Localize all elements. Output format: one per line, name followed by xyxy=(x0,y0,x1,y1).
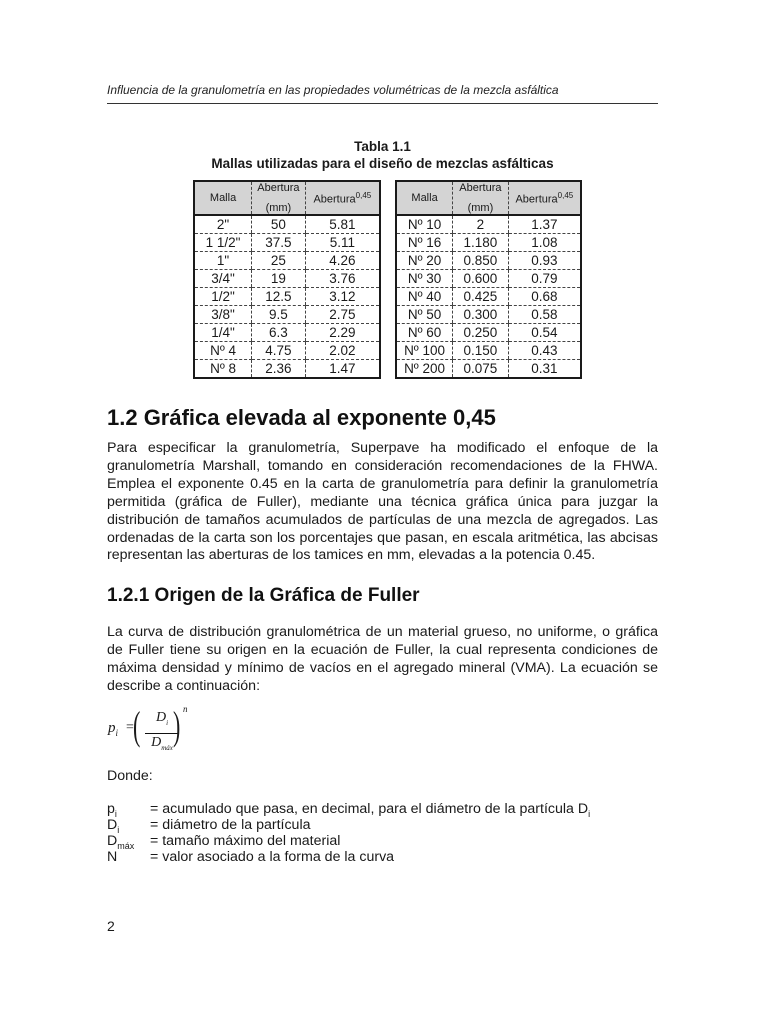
cell-malla: 2" xyxy=(194,215,252,234)
cell-malla: Nº 20 xyxy=(396,252,453,270)
page-number: 2 xyxy=(107,918,115,934)
cell-abertura-pow: 0.31 xyxy=(508,360,581,379)
cell-abertura: 0.075 xyxy=(453,360,509,379)
cell-abertura-pow: 2.02 xyxy=(305,342,380,360)
cell-abertura: 19 xyxy=(252,270,306,288)
table-title: Mallas utilizadas para el diseño de mezclas asfálticas xyxy=(211,156,554,171)
cell-abertura-pow: 4.26 xyxy=(305,252,380,270)
cell-malla: Nº 30 xyxy=(396,270,453,288)
table-row xyxy=(194,306,380,324)
table-row xyxy=(194,288,380,306)
cell-malla: 1/4" xyxy=(194,324,252,342)
cell-abertura: 0.600 xyxy=(453,270,509,288)
cell-abertura: 0.425 xyxy=(453,288,509,306)
table-row xyxy=(194,234,380,252)
cell-abertura-pow: 0.79 xyxy=(508,270,581,288)
cell-abertura: 4.75 xyxy=(252,342,306,360)
cell-abertura-pow: 2.29 xyxy=(305,324,380,342)
definition-symbol: $D_{máx}$ xyxy=(107,833,135,851)
cell-abertura: 0.150 xyxy=(453,342,509,360)
fuller-equation xyxy=(108,703,228,756)
header-abertura-pow: Abertura$^{0,45}$ xyxy=(508,181,581,215)
table-row xyxy=(194,215,380,234)
sieve-table-left xyxy=(193,180,381,379)
definition-text: = diámetro de la partícula xyxy=(150,817,311,833)
section-heading-1-2-1: 1.2.1 Origen de la Gráfica de Fuller xyxy=(107,585,420,606)
cell-abertura-pow: 5.81 xyxy=(305,215,380,234)
definition-text: = tamaño máximo del material xyxy=(150,833,341,849)
table-row xyxy=(396,234,581,252)
running-header: Influencia de la granulometría en las propiedades volumétricas de la mezcla asfáltica xyxy=(107,83,658,104)
equation-denominator: $D_{máx}$ xyxy=(151,734,173,752)
equation-lhs: $p_i$ xyxy=(108,720,119,738)
definitions-intro: Donde: xyxy=(107,768,153,784)
cell-abertura-pow: 0.93 xyxy=(508,252,581,270)
left-paren: ( xyxy=(132,703,141,748)
cell-malla: Nº 16 xyxy=(396,234,453,252)
cell-malla: Nº 8 xyxy=(210,361,237,376)
cell-malla: Nº 60 xyxy=(396,324,453,342)
sieve-table-right xyxy=(395,180,582,379)
cell-abertura: 2.36 xyxy=(252,360,306,379)
header-malla: Malla xyxy=(411,192,438,204)
table-row xyxy=(194,324,380,342)
cell-abertura: 9.5 xyxy=(252,306,306,324)
table-row xyxy=(194,360,380,379)
section-1-2-1-paragraph: La curva de distribución granulométrica de un material grueso, no uniforme, o gráfica de Fuller tiene su origen en la ecuación de Fuller, la cual representa condiciones de máxima densidad y mínimo de vacíos en el agregado mineral (VMA). La ecuación se describe a continuación: xyxy=(107,624,658,694)
cell-abertura-pow: 1.08 xyxy=(508,234,581,252)
cell-malla: 3/8" xyxy=(194,306,252,324)
definition-text: = valor asociado a la forma de la curva xyxy=(150,849,395,865)
table-header-row xyxy=(194,181,380,215)
table-row xyxy=(396,215,581,234)
table-header-row xyxy=(396,181,581,215)
cell-abertura-pow: 0.68 xyxy=(508,288,581,306)
cell-abertura-pow: 1.47 xyxy=(305,360,380,379)
cell-malla: 1/2" xyxy=(194,288,252,306)
table-row xyxy=(396,288,581,306)
header-abertura: Abertura (mm) xyxy=(252,181,306,215)
cell-malla: 3/4" xyxy=(194,270,252,288)
cell-abertura: 50 xyxy=(252,215,306,234)
cell-abertura: 6.3 xyxy=(252,324,306,342)
right-paren: ) xyxy=(172,703,181,748)
cell-malla: Nº 40 xyxy=(396,288,453,306)
cell-abertura: 2 xyxy=(453,215,509,234)
cell-abertura-pow: 1.37 xyxy=(508,215,581,234)
table-row xyxy=(396,306,581,324)
header-abertura-pow: Abertura$^{0,45}$ xyxy=(305,181,380,215)
table-row xyxy=(194,270,380,288)
table-row xyxy=(194,252,380,270)
cell-abertura-pow: 3.12 xyxy=(305,288,380,306)
cell-malla: 1 1/2" xyxy=(194,234,252,252)
definition-symbol: $D_i$ xyxy=(107,817,120,835)
table-row xyxy=(396,324,581,342)
cell-abertura: 0.250 xyxy=(453,324,509,342)
cell-malla: 1" xyxy=(194,252,252,270)
section-1-2-paragraph: Para especificar la granulometría, Superpave ha modificado el enfoque de la granulometría Marshall, tomando en consideración recomendaciones de la FHWA. Emplea el exponente 0.45 en la carta de granulometría para definir la granulometría permitida (gráfica de Fuller), mediante una técnica gráfica única para juzgar la distribución de tamaños acumulados de partículas de una mezcla de agregados. Las ordenadas de la carta son los porcentajes que pasan, en escala aritmética, las abcisas representan las aberturas de los tamices en mm, elevadas a la potencia 0.45. xyxy=(107,440,658,564)
table-row xyxy=(396,360,581,379)
cell-malla: Nº 200 xyxy=(404,361,446,376)
definition-text: = acumulado que pasa, en decimal, para el diámetro de la partícula $D_i$ xyxy=(150,801,591,819)
equation-numerator: $D_i$ xyxy=(155,710,169,727)
equation-equals: = xyxy=(126,720,134,735)
table-label: Tabla 1.1 xyxy=(354,139,411,154)
cell-abertura: 25 xyxy=(252,252,306,270)
table-row xyxy=(396,270,581,288)
cell-malla: Nº 4 xyxy=(194,342,252,360)
definition-symbol: $p_i$ xyxy=(107,801,117,819)
table-caption xyxy=(107,138,658,172)
cell-malla: Nº 50 xyxy=(396,306,453,324)
cell-abertura-pow: 0.54 xyxy=(508,324,581,342)
cell-abertura: 0.300 xyxy=(453,306,509,324)
cell-malla: Nº 100 xyxy=(396,342,453,360)
definition-symbol: N xyxy=(107,849,118,865)
cell-abertura: 1.180 xyxy=(453,234,509,252)
cell-abertura: 37.5 xyxy=(252,234,306,252)
cell-abertura-pow: 3.76 xyxy=(305,270,380,288)
cell-abertura: 12.5 xyxy=(252,288,306,306)
table-row xyxy=(396,342,581,360)
equation-exponent: n xyxy=(183,704,188,714)
cell-abertura-pow: 0.43 xyxy=(508,342,581,360)
cell-abertura-pow: 5.11 xyxy=(305,234,380,252)
table-row xyxy=(194,342,380,360)
header-abertura: Abertura (mm) xyxy=(453,181,509,215)
cell-malla: Nº 10 xyxy=(396,215,453,234)
cell-abertura: 0.850 xyxy=(453,252,509,270)
table-row xyxy=(396,252,581,270)
header-malla: Malla xyxy=(209,192,237,204)
cell-abertura-pow: 2.75 xyxy=(305,306,380,324)
section-heading-1-2: 1.2 Gráfica elevada al exponente 0,45 xyxy=(107,405,496,430)
cell-abertura-pow: 0.58 xyxy=(508,306,581,324)
